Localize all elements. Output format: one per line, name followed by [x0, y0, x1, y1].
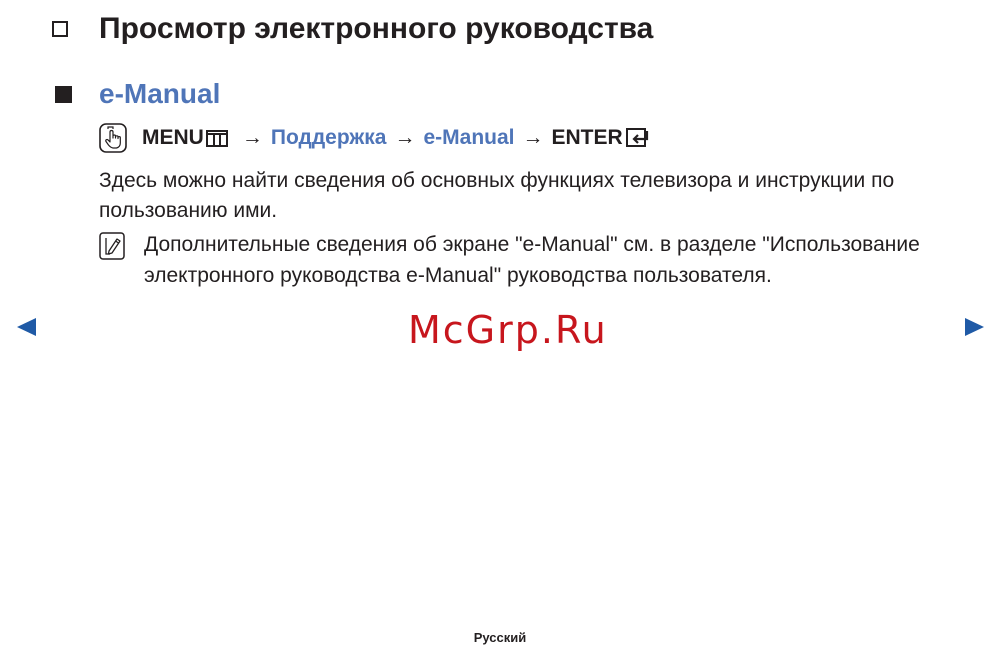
path-arrow: →	[522, 126, 544, 149]
title-checkbox-icon	[52, 21, 68, 37]
description-text: Здесь можно найти сведения об основных функциях телевизора и инструкции по пользованию ими.	[99, 169, 895, 222]
menu-label: MENU	[142, 126, 204, 149]
triangle-right-icon[interactable]	[963, 317, 985, 337]
enter-label: ENTER	[551, 126, 623, 149]
hand-pointer-icon	[99, 123, 127, 153]
section-heading: e-Manual	[99, 78, 221, 109]
path-arrow: →	[241, 126, 263, 149]
footer-language: Русский	[473, 630, 527, 645]
note-text: Дополнительные сведения об экране "e-Manual" см. в разделе "Использование электронного руководства e-Manual" руководства пользователя.	[144, 233, 920, 287]
section-square-icon	[55, 86, 72, 103]
enter-icon	[626, 128, 650, 148]
path-arrow: →	[394, 126, 416, 149]
menu-path	[99, 122, 650, 154]
triangle-left-icon[interactable]	[16, 317, 38, 337]
watermark-text: McGrp.Ru	[408, 308, 608, 352]
page-title: Просмотр электронного руководства	[99, 12, 654, 45]
pencil-note-icon	[99, 232, 125, 260]
path-step-support: Поддержка	[270, 126, 387, 149]
path-step-emanual: e-Manual	[423, 126, 515, 149]
menu-grid-icon	[206, 130, 228, 147]
